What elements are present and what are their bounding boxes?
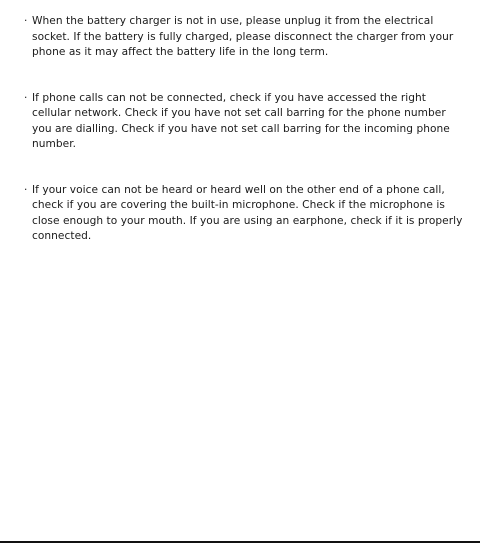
note-voice-quality <box>24 183 464 245</box>
bullet-dot: · <box>24 183 28 196</box>
bullet-dot: · <box>24 91 28 104</box>
bullet-dot: · <box>24 15 28 27</box>
note-text: When the battery charger is not in use, please unplug it from the electrical socket. If the battery is fully charged, please disconnect the charger from your phone as it may affect the battery life in the long term. <box>32 15 454 58</box>
troubleshooting-notes <box>24 14 464 275</box>
note-text: If your voice can not be heard or heard well on the other end of a phone call, check if you are covering the built-in microphone. Check if the microphone is close enough to your mouth. If you are using an earphone, check if it is properly connected. <box>32 183 463 242</box>
note-battery-charger <box>24 14 464 61</box>
note-call-connection <box>24 91 464 153</box>
note-text: If phone calls can not be connected, check if you have accessed the right cellular network. Check if you have not set call barring for the phone number you are dialling. Check if you have not set call barring for the incoming phone number. <box>32 91 450 150</box>
